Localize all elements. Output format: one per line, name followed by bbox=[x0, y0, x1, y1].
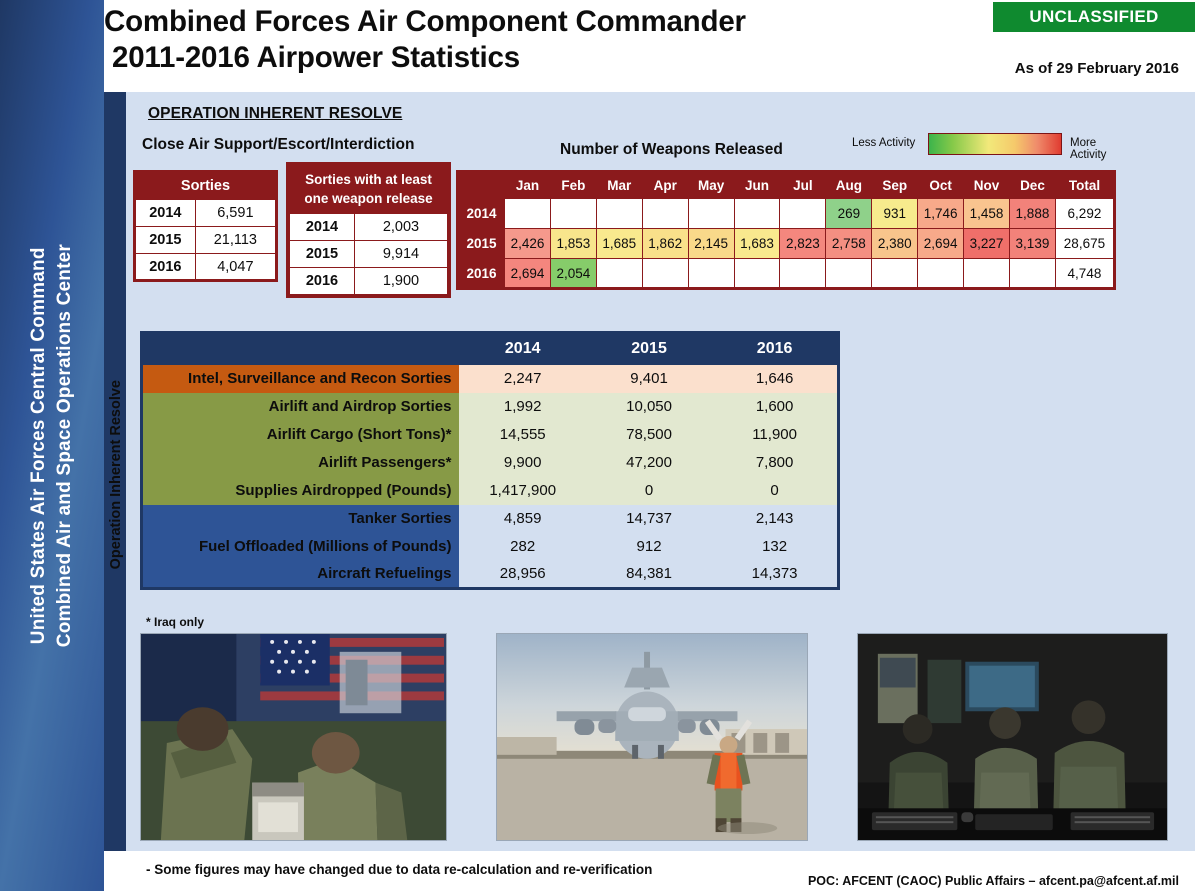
table-row bbox=[142, 449, 839, 477]
table-row bbox=[290, 268, 448, 295]
wr-cell bbox=[734, 199, 780, 229]
organization-banner-label: United States Air Forces Central Command Combined Air and Space Operations Center bbox=[28, 243, 75, 648]
wr-month-header: Dec bbox=[1010, 172, 1056, 199]
wr-month-header: Jan bbox=[505, 172, 551, 199]
stats-value-2015: 84,381 bbox=[586, 561, 712, 589]
close-air-support-title: Close Air Support/Escort/Interdiction bbox=[142, 136, 415, 153]
table-row bbox=[142, 421, 839, 449]
table-header-row bbox=[142, 333, 839, 365]
page-title-line2: 2011-2016 Airpower Statistics bbox=[112, 41, 520, 74]
page-title bbox=[104, 4, 894, 76]
wr-cell bbox=[550, 199, 596, 229]
sorties-weapon-release-header bbox=[289, 165, 448, 213]
wr-cell: 1,888 bbox=[1010, 199, 1056, 229]
table-row bbox=[142, 533, 839, 561]
table-row bbox=[458, 259, 1115, 289]
wr-cell bbox=[826, 259, 872, 289]
wr-cell bbox=[872, 259, 918, 289]
wr-year: 2016 bbox=[458, 259, 505, 289]
stats-value-2015: 78,500 bbox=[586, 421, 712, 449]
wr-cell: 3,139 bbox=[1010, 229, 1056, 259]
activity-legend bbox=[852, 133, 1122, 161]
table-row bbox=[142, 365, 839, 393]
legend-less-label: Less Activity bbox=[852, 137, 916, 149]
table-row bbox=[290, 214, 448, 241]
wr-cell: 2,823 bbox=[780, 229, 826, 259]
stats-value-2014: 14,555 bbox=[459, 421, 585, 449]
table-row bbox=[458, 229, 1115, 259]
stats-value-2015: 912 bbox=[586, 533, 712, 561]
stats-col-2014: 2014 bbox=[459, 333, 585, 365]
wr-cell: 1,685 bbox=[596, 229, 642, 259]
page-title-line1: Combined Forces Air Component Commander bbox=[104, 5, 746, 38]
swr-year: 2015 bbox=[290, 241, 355, 268]
weapons-released-matrix bbox=[456, 170, 1116, 290]
wr-cell: 3,227 bbox=[964, 229, 1010, 259]
stats-value-2016: 11,900 bbox=[712, 421, 838, 449]
operation-side-label: Operation Inherent Resolve bbox=[108, 380, 124, 570]
wr-cell bbox=[780, 259, 826, 289]
wr-cell: 1,458 bbox=[964, 199, 1010, 229]
stats-value-2014: 282 bbox=[459, 533, 585, 561]
wr-cell bbox=[505, 199, 551, 229]
stats-row-label: Airlift Cargo (Short Tons)* bbox=[142, 421, 460, 449]
wr-month-header: Apr bbox=[642, 172, 688, 199]
wr-cell: 2,694 bbox=[505, 259, 551, 289]
stats-value-2015: 47,200 bbox=[586, 449, 712, 477]
operation-side-label-wrap bbox=[106, 330, 126, 620]
as-of-date: As of 29 February 2016 bbox=[1014, 60, 1179, 77]
stats-value-2014: 9,900 bbox=[459, 449, 585, 477]
stats-value-2014: 28,956 bbox=[459, 561, 585, 589]
swr-header-line2: one weapon release bbox=[304, 191, 433, 206]
table-row bbox=[135, 254, 277, 281]
table-row bbox=[142, 477, 839, 505]
wr-cell bbox=[918, 259, 964, 289]
stats-row-label: Airlift Passengers* bbox=[142, 449, 460, 477]
stats-col-2016: 2016 bbox=[712, 333, 838, 365]
wr-cell: 1,862 bbox=[642, 229, 688, 259]
wr-cell bbox=[642, 199, 688, 229]
sorties-value: 6,591 bbox=[195, 200, 276, 227]
sorties-value: 4,047 bbox=[195, 254, 276, 281]
iraq-only-footnote: * Iraq only bbox=[146, 615, 205, 629]
wr-cell: 2,380 bbox=[872, 229, 918, 259]
wr-cell bbox=[1010, 259, 1056, 289]
sorties-header: Sorties bbox=[135, 172, 277, 200]
stats-value-2016: 132 bbox=[712, 533, 838, 561]
stats-row-label: Fuel Offloaded (Millions of Pounds) bbox=[142, 533, 460, 561]
wr-month-header: Aug bbox=[826, 172, 872, 199]
stats-row-label: Aircraft Refuelings bbox=[142, 561, 460, 589]
poc-contact: POC: AFCENT (CAOC) Public Affairs – afcent.pa@afcent.af.mil bbox=[807, 874, 1179, 888]
stats-value-2016: 2,143 bbox=[712, 505, 838, 533]
stats-col-2015: 2015 bbox=[586, 333, 712, 365]
wr-cell bbox=[596, 199, 642, 229]
stats-value-2016: 1,600 bbox=[712, 393, 838, 421]
table-row bbox=[135, 172, 277, 200]
wr-cell: 2,694 bbox=[918, 229, 964, 259]
stats-value-2014: 1,417,900 bbox=[459, 477, 585, 505]
stats-col-label bbox=[142, 333, 460, 365]
wr-cell bbox=[688, 199, 734, 229]
wr-month-header: Mar bbox=[596, 172, 642, 199]
table-row bbox=[142, 505, 839, 533]
sorties-weapon-release-table bbox=[286, 162, 451, 298]
table-row bbox=[290, 241, 448, 268]
wr-total: 28,675 bbox=[1055, 229, 1114, 259]
wr-cell bbox=[642, 259, 688, 289]
wr-corner bbox=[458, 172, 505, 199]
table-header-row bbox=[458, 172, 1115, 199]
sorties-year: 2016 bbox=[135, 254, 196, 281]
swr-value: 1,900 bbox=[354, 268, 447, 295]
wr-total: 6,292 bbox=[1055, 199, 1114, 229]
wr-cell: 1,746 bbox=[918, 199, 964, 229]
wr-cell bbox=[596, 259, 642, 289]
wr-cell: 2,758 bbox=[826, 229, 872, 259]
wr-total: 4,748 bbox=[1055, 259, 1114, 289]
swr-year: 2014 bbox=[290, 214, 355, 241]
stats-value-2015: 10,050 bbox=[586, 393, 712, 421]
stats-value-2016: 0 bbox=[712, 477, 838, 505]
stats-row-label: Airlift and Airdrop Sorties bbox=[142, 393, 460, 421]
wr-month-header: Oct bbox=[918, 172, 964, 199]
photo-airmen-operations-center bbox=[857, 633, 1168, 841]
header bbox=[104, 0, 1195, 92]
legend-more-label: More Activity bbox=[1070, 137, 1107, 161]
wr-month-header: Feb bbox=[550, 172, 596, 199]
wr-month-header: Sep bbox=[872, 172, 918, 199]
airpower-statistics-table bbox=[140, 331, 840, 590]
wr-cell: 269 bbox=[826, 199, 872, 229]
wr-year: 2014 bbox=[458, 199, 505, 229]
stats-row-label: Supplies Airdropped (Pounds) bbox=[142, 477, 460, 505]
wr-cell bbox=[734, 259, 780, 289]
wr-cell: 2,054 bbox=[550, 259, 596, 289]
table-row bbox=[458, 199, 1115, 229]
photo-medevac-aircraft-interior bbox=[140, 633, 447, 841]
wr-month-header: Nov bbox=[964, 172, 1010, 199]
wr-cell bbox=[688, 259, 734, 289]
wr-total-header: Total bbox=[1055, 172, 1114, 199]
swr-value: 9,914 bbox=[354, 241, 447, 268]
sorties-value: 21,113 bbox=[195, 227, 276, 254]
stats-value-2015: 9,401 bbox=[586, 365, 712, 393]
wr-year: 2015 bbox=[458, 229, 505, 259]
stats-row-label: Tanker Sorties bbox=[142, 505, 460, 533]
table-row bbox=[135, 227, 277, 254]
legend-gradient-bar bbox=[928, 133, 1062, 155]
stats-value-2015: 14,737 bbox=[586, 505, 712, 533]
swr-year: 2016 bbox=[290, 268, 355, 295]
organization-banner-text-wrap bbox=[0, 0, 104, 891]
stats-value-2014: 1,992 bbox=[459, 393, 585, 421]
wr-cell: 931 bbox=[872, 199, 918, 229]
sorties-year: 2015 bbox=[135, 227, 196, 254]
footer-note: - Some figures may have changed due to data re-calculation and re-verification bbox=[146, 862, 653, 877]
table-row bbox=[135, 200, 277, 227]
wr-cell bbox=[964, 259, 1010, 289]
wr-cell bbox=[780, 199, 826, 229]
stats-value-2014: 2,247 bbox=[459, 365, 585, 393]
swr-header-line1: Sorties with at least bbox=[305, 172, 432, 187]
stats-row-label: Intel, Surveillance and Recon Sorties bbox=[142, 365, 460, 393]
classification-banner: UNCLASSIFIED bbox=[993, 2, 1195, 32]
wr-cell: 2,145 bbox=[688, 229, 734, 259]
table-row bbox=[142, 393, 839, 421]
stats-value-2015: 0 bbox=[586, 477, 712, 505]
stats-value-2016: 7,800 bbox=[712, 449, 838, 477]
weapons-released-title: Number of Weapons Released bbox=[560, 141, 783, 158]
wr-month-header: May bbox=[688, 172, 734, 199]
wr-cell: 1,683 bbox=[734, 229, 780, 259]
stats-value-2016: 1,646 bbox=[712, 365, 838, 393]
wr-cell: 1,853 bbox=[550, 229, 596, 259]
sorties-year: 2014 bbox=[135, 200, 196, 227]
table-row bbox=[142, 561, 839, 589]
operation-title: OPERATION INHERENT RESOLVE bbox=[148, 105, 403, 122]
wr-month-header: Jul bbox=[780, 172, 826, 199]
stats-value-2016: 14,373 bbox=[712, 561, 838, 589]
sorties-table bbox=[133, 170, 278, 282]
wr-month-header: Jun bbox=[734, 172, 780, 199]
stats-value-2014: 4,859 bbox=[459, 505, 585, 533]
wr-cell: 2,426 bbox=[505, 229, 551, 259]
swr-value: 2,003 bbox=[354, 214, 447, 241]
photo-c17-marshaller-flightline bbox=[496, 633, 808, 841]
